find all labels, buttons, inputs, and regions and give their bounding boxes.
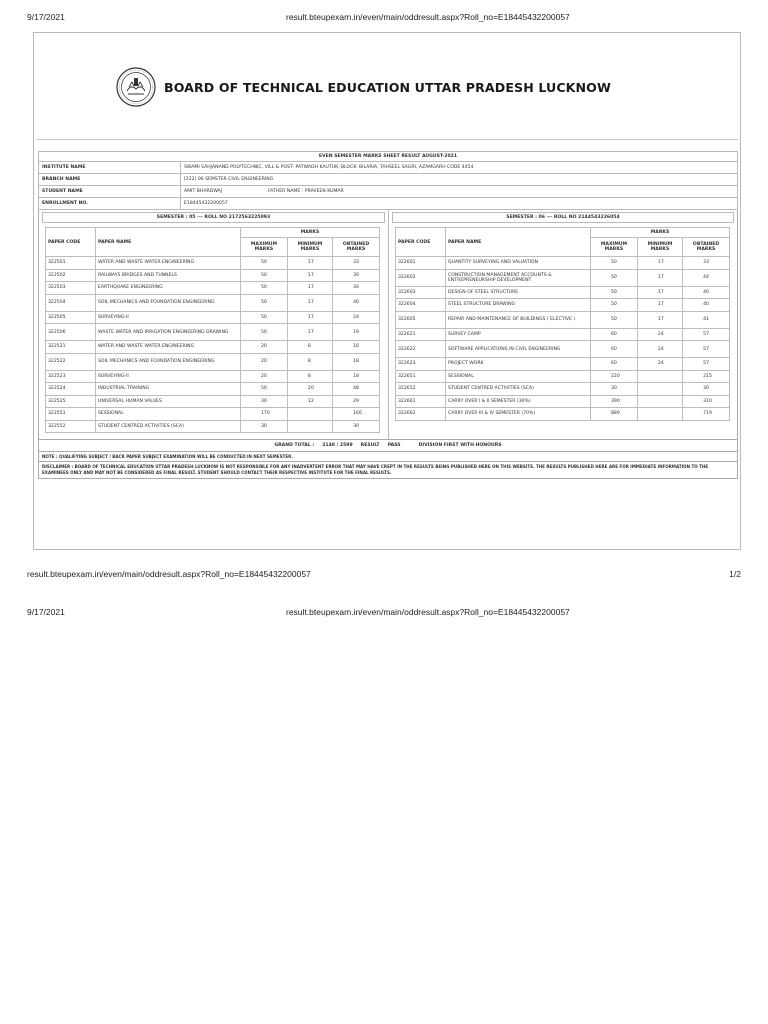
max-marks-cell: 20 xyxy=(241,370,288,383)
min-marks-cell: 24 xyxy=(637,358,682,371)
paper-name-cell: SESSIONAL xyxy=(446,370,591,383)
obtained-marks-cell: 19 xyxy=(333,324,380,341)
max-marks-cell: 50 xyxy=(241,294,288,311)
min-marks-cell: 8 xyxy=(287,370,332,383)
branch-value: [222] 06 SEMSTER CIVIL ENGINEERING xyxy=(181,174,738,186)
min-marks-cell: 20 xyxy=(287,383,332,396)
paper-name-cell: SOFTWARE APPLICATIONS IN CIVIL ENGINEERING xyxy=(446,341,591,358)
min-marks-cell: 17 xyxy=(637,299,682,312)
max-marks-cell: 170 xyxy=(241,408,288,421)
paper-name-cell: CARRY OVER I & II SEMESTER (30%) xyxy=(446,395,591,408)
min-marks-cell xyxy=(637,408,682,421)
table-row xyxy=(396,341,730,358)
col-marks: MARKS xyxy=(241,228,380,238)
max-marks-cell: 220 xyxy=(591,370,638,383)
paper-code-cell: 322552 xyxy=(46,420,96,433)
paper-code-cell: 322623 xyxy=(396,358,446,371)
paper-name-cell: INDUSTRIAL TRAINING xyxy=(96,383,241,396)
note-text: NOTE : QUALIFYING SUBJECT / BACK PAPER SUBJECT EXAMINATION WILL BE CONDUCTED IN NEXT SEMESTER. xyxy=(38,452,738,462)
min-marks-cell: 17 xyxy=(287,269,332,282)
table-row xyxy=(396,269,730,286)
obtained-marks-cell: 29 xyxy=(333,395,380,408)
obtained-marks-cell: 30 xyxy=(333,420,380,433)
min-marks-cell: 17 xyxy=(637,269,682,286)
semester-title: SEMESTER : 06 --- ROLL NO 2144543226054 xyxy=(392,212,734,223)
obtained-marks-cell: 33 xyxy=(683,257,730,270)
page-number: 1/2 xyxy=(729,569,741,579)
table-row xyxy=(46,383,380,396)
obtained-marks-cell: 40 xyxy=(333,294,380,311)
obtained-marks-cell: 34 xyxy=(333,282,380,295)
min-marks-cell: 17 xyxy=(287,282,332,295)
paper-code-cell: 322604 xyxy=(396,299,446,312)
table-row xyxy=(396,286,730,299)
brand-header xyxy=(116,66,611,108)
result-page xyxy=(33,32,741,550)
paper-name-cell: STUDENT CENTRED ACTIVITIES (SCA) xyxy=(96,420,241,433)
table-row xyxy=(396,328,730,341)
paper-name-cell: SURVEYING-II xyxy=(96,370,241,383)
table-row xyxy=(46,370,380,383)
paper-name-cell: STEEL STRUCTURE DRAWING xyxy=(446,299,591,312)
table-row xyxy=(396,408,730,421)
print-header-page-2 xyxy=(0,607,768,621)
col-paper-name: PAPER NAME xyxy=(446,228,591,257)
max-marks-cell: 50 xyxy=(241,269,288,282)
min-marks-cell xyxy=(287,408,332,421)
print-header xyxy=(0,12,768,26)
table-row xyxy=(46,408,380,421)
paper-name-cell: QUANTITY SURVEYING AND VALUATION xyxy=(446,257,591,270)
paper-name-cell: RAILWAYS BRIDGES AND TUNNELS xyxy=(96,269,241,282)
paper-name-cell: CONSTRUCTION MANAGEMENT ACCOUNTS & ENTREPRENEURSHIP DEVELOPMENT xyxy=(446,269,591,286)
col-obtained-marks: OBTAINED MARKS xyxy=(683,238,730,257)
paper-name-cell: SURVEY CAMP xyxy=(446,328,591,341)
min-marks-cell: 8 xyxy=(287,353,332,370)
table-row xyxy=(46,257,380,270)
col-marks: MARKS xyxy=(591,228,730,238)
min-marks-cell: 17 xyxy=(287,257,332,270)
obtained-marks-cell: 310 xyxy=(683,395,730,408)
max-marks-cell: 60 xyxy=(591,341,638,358)
table-row xyxy=(46,420,380,433)
paper-name-cell: CARRY OVER III & IV SEMESTER (70%) xyxy=(446,408,591,421)
divider xyxy=(36,139,738,140)
paper-code-cell: 322601 xyxy=(396,257,446,270)
max-marks-cell: 50 xyxy=(591,286,638,299)
obtained-marks-cell: 44 xyxy=(683,269,730,286)
table-row xyxy=(396,395,730,408)
print-date: 9/17/2021 xyxy=(27,607,65,617)
max-marks-cell: 20 xyxy=(241,353,288,370)
min-marks-cell: 17 xyxy=(287,294,332,311)
col-max-marks: MAXIMUM MARKS xyxy=(591,238,638,257)
paper-name-cell: SESSIONAL xyxy=(96,408,241,421)
max-marks-cell: 50 xyxy=(241,311,288,324)
min-marks-cell: 8 xyxy=(287,341,332,354)
obtained-marks-cell: 18 xyxy=(333,370,380,383)
min-marks-cell: 17 xyxy=(287,311,332,324)
paper-code-cell: 322621 xyxy=(396,328,446,341)
col-max-marks: MAXIMUM MARKS xyxy=(241,238,288,257)
print-url: result.bteupexam.in/even/main/oddresult.aspx?Roll_no=E18445432200057 xyxy=(286,607,570,617)
paper-name-cell: SURVEYING-II xyxy=(96,311,241,324)
max-marks-cell: 50 xyxy=(241,324,288,341)
print-date: 9/17/2021 xyxy=(27,12,65,22)
obtained-marks-cell: 30 xyxy=(683,383,730,396)
table-row xyxy=(46,311,380,324)
paper-name-cell: UNIVERSAL HUMAN VALUES xyxy=(96,395,241,408)
father-name: FATHER NAME : PRAVEEN KUMAR xyxy=(268,189,344,194)
min-marks-cell: 17 xyxy=(637,286,682,299)
result-value: PASS xyxy=(387,443,401,448)
table-row xyxy=(396,257,730,270)
table-row xyxy=(396,358,730,371)
max-marks-cell: 50 xyxy=(591,269,638,286)
institute-label: INSTITUTE NAME xyxy=(39,162,181,174)
paper-code-cell: 322502 xyxy=(46,269,96,282)
obtained-marks-cell: 18 xyxy=(333,353,380,370)
enrollment-label: ENROLLMENT NO. xyxy=(39,198,181,210)
obtained-marks-cell: 57 xyxy=(683,328,730,341)
branch-label: BRANCH NAME xyxy=(39,174,181,186)
min-marks-cell: 17 xyxy=(637,257,682,270)
paper-code-cell: 322505 xyxy=(46,311,96,324)
paper-name-cell: DESIGN OF STEEL STRUCTURE xyxy=(446,286,591,299)
max-marks-cell: 50 xyxy=(241,282,288,295)
paper-code-cell: 322521 xyxy=(46,341,96,354)
min-marks-cell: 24 xyxy=(637,328,682,341)
table-row xyxy=(46,395,380,408)
semester-title: SEMESTER : 05 --- ROLL NO 2172563225093 xyxy=(42,212,385,223)
semester-05 xyxy=(39,210,388,439)
paper-name-cell: SOIL MECHANICS AND FOUNDATION ENGINEERING xyxy=(96,294,241,311)
max-marks-cell: 50 xyxy=(591,299,638,312)
min-marks-cell: 12 xyxy=(287,395,332,408)
paper-code-cell: 322551 xyxy=(46,408,96,421)
paper-code-cell: 322605 xyxy=(396,311,446,328)
col-min-marks: MINIMUM MARKS xyxy=(637,238,682,257)
paper-name-cell: WATER AND WASTE WATER ENGINEERING xyxy=(96,341,241,354)
paper-code-cell: 322662 xyxy=(396,408,446,421)
max-marks-cell: 50 xyxy=(241,383,288,396)
max-marks-cell: 50 xyxy=(591,311,638,328)
paper-code-cell: 322523 xyxy=(46,370,96,383)
col-paper-code: PAPER CODE xyxy=(46,228,96,257)
paper-name-cell: EARTHQUAKE ENGINEERING xyxy=(96,282,241,295)
grand-total-label: GRAND TOTAL : xyxy=(274,443,315,448)
obtained-marks-cell: 30 xyxy=(333,269,380,282)
division-value: DIVISION FIRST WITH HONOURS xyxy=(418,443,502,448)
col-min-marks: MINIMUM MARKS xyxy=(287,238,332,257)
max-marks-cell: 60 xyxy=(591,358,638,371)
min-marks-cell: 24 xyxy=(637,341,682,358)
paper-name-cell: STUDENT CENTRED ACTIVITIES (SCA) xyxy=(446,383,591,396)
min-marks-cell: 17 xyxy=(287,324,332,341)
paper-code-cell: 322503 xyxy=(46,282,96,295)
table-row xyxy=(46,269,380,282)
table-row xyxy=(396,383,730,396)
paper-code-cell: 322651 xyxy=(396,370,446,383)
marks-table xyxy=(395,227,730,421)
min-marks-cell xyxy=(637,395,682,408)
max-marks-cell: 50 xyxy=(591,257,638,270)
paper-code-cell: 322504 xyxy=(46,294,96,311)
max-marks-cell: 889 xyxy=(591,408,638,421)
paper-code-cell: 322501 xyxy=(46,257,96,270)
print-footer-url: result.bteupexam.in/even/main/oddresult.aspx?Roll_no=E18445432200057 xyxy=(27,569,311,579)
obtained-marks-cell: 48 xyxy=(333,383,380,396)
sheet-caption: EVEN SEMESTER MARKS SHEET RESULT AUGUST-2021 xyxy=(39,152,738,162)
paper-code-cell: 322652 xyxy=(396,383,446,396)
paper-name-cell: PROJECT WORK xyxy=(446,358,591,371)
grand-total-bar xyxy=(38,440,738,452)
paper-code-cell: 322602 xyxy=(396,269,446,286)
obtained-marks-cell: 40 xyxy=(683,299,730,312)
student-label: STUDENT NAME xyxy=(39,186,181,198)
marks-body xyxy=(46,257,380,433)
obtained-marks-cell: 24 xyxy=(333,311,380,324)
col-obtained-marks: OBTAINED MARKS xyxy=(333,238,380,257)
government-seal-icon xyxy=(116,67,156,107)
obtained-marks-cell: 215 xyxy=(683,370,730,383)
obtained-marks-cell: 57 xyxy=(683,341,730,358)
min-marks-cell xyxy=(637,383,682,396)
min-marks-cell: 17 xyxy=(637,311,682,328)
grand-total-value: 2148 / 2599 xyxy=(322,443,353,448)
obtained-marks-cell: 57 xyxy=(683,358,730,371)
paper-name-cell: WASTE WATER AND IRRIGATION ENGINEERING DRAWING xyxy=(96,324,241,341)
max-marks-cell: 30 xyxy=(241,395,288,408)
max-marks-cell: 390 xyxy=(591,395,638,408)
paper-code-cell: 322524 xyxy=(46,383,96,396)
result-label: RESULT xyxy=(360,443,380,448)
table-row xyxy=(396,370,730,383)
obtained-marks-cell: 166 xyxy=(333,408,380,421)
paper-code-cell: 322661 xyxy=(396,395,446,408)
paper-code-cell: 322522 xyxy=(46,353,96,370)
max-marks-cell: 30 xyxy=(241,420,288,433)
institute-value: SWAMI SAHJANAND POLYTECHNIC, VILL & POST- PATWADH KAUTUK, BLOCK- BILARIA, TAHSEEL SAGRI, AZAMGARH CODE 4454 xyxy=(181,162,738,174)
table-row xyxy=(46,353,380,370)
max-marks-cell: 20 xyxy=(241,341,288,354)
semester-06 xyxy=(388,210,737,439)
page-title: BOARD OF TECHNICAL EDUCATION UTTAR PRADESH LUCKNOW xyxy=(164,79,611,95)
col-paper-name: PAPER NAME xyxy=(96,228,241,257)
print-footer xyxy=(0,569,768,583)
marks-body xyxy=(396,257,730,421)
obtained-marks-cell: 41 xyxy=(683,311,730,328)
student-value xyxy=(181,186,738,198)
table-row xyxy=(46,341,380,354)
min-marks-cell xyxy=(287,420,332,433)
table-row xyxy=(396,299,730,312)
marks-sheet xyxy=(38,151,738,479)
min-marks-cell xyxy=(637,370,682,383)
paper-name-cell: SOIL MECHANICS AND FOUNDATION ENGINEERING xyxy=(96,353,241,370)
paper-code-cell: 322622 xyxy=(396,341,446,358)
obtained-marks-cell: 40 xyxy=(683,286,730,299)
print-url: result.bteupexam.in/even/main/oddresult.aspx?Roll_no=E18445432200057 xyxy=(286,12,570,22)
semester-results xyxy=(38,210,738,440)
max-marks-cell: 60 xyxy=(591,328,638,341)
table-row xyxy=(396,311,730,328)
obtained-marks-cell: 16 xyxy=(333,341,380,354)
max-marks-cell: 50 xyxy=(241,257,288,270)
student-info-table xyxy=(38,151,738,210)
table-row xyxy=(46,282,380,295)
student-name: AMIT BHARDWAJ xyxy=(184,189,222,194)
disclaimer-text: DISCLAIMER : BOARD OF TECHNICAL EDUCATION UTTAR PRADESH LUCKNOW IS NOT RESPONSIBLE FOR ANY INADVERTENT ERROR THAT MAY HAVE CREPT IN THE RESULTS BEING PUBLISHED HERE ON THIS WEBSITE. THE RESULTS PUBLISHED HERE ARE FOR IMMEDIATE INFORMATION TO THE EXAMINEES ONLY AND MAY NOT BE CONSIDERED AS FINAL RESULT. STUDENT SHOULD CONTACT THEIR RESPECTIVE INSTITUTE FOR THE FINAL RESULTS. xyxy=(38,462,738,479)
paper-code-cell: 322525 xyxy=(46,395,96,408)
paper-code-cell: 322603 xyxy=(396,286,446,299)
table-row xyxy=(46,324,380,341)
enrollment-value: E18445432200057 xyxy=(181,198,738,210)
table-row xyxy=(46,294,380,311)
paper-name-cell: WATER AND WASTE WATER ENGINEERING xyxy=(96,257,241,270)
obtained-marks-cell: 719 xyxy=(683,408,730,421)
paper-name-cell: REPAIR AND MAINTENANCE OF BUILDINGS ( ELECTIVE ) xyxy=(446,311,591,328)
obtained-marks-cell: 33 xyxy=(333,257,380,270)
col-paper-code: PAPER CODE xyxy=(396,228,446,257)
max-marks-cell: 30 xyxy=(591,383,638,396)
paper-code-cell: 322506 xyxy=(46,324,96,341)
marks-table xyxy=(45,227,380,433)
